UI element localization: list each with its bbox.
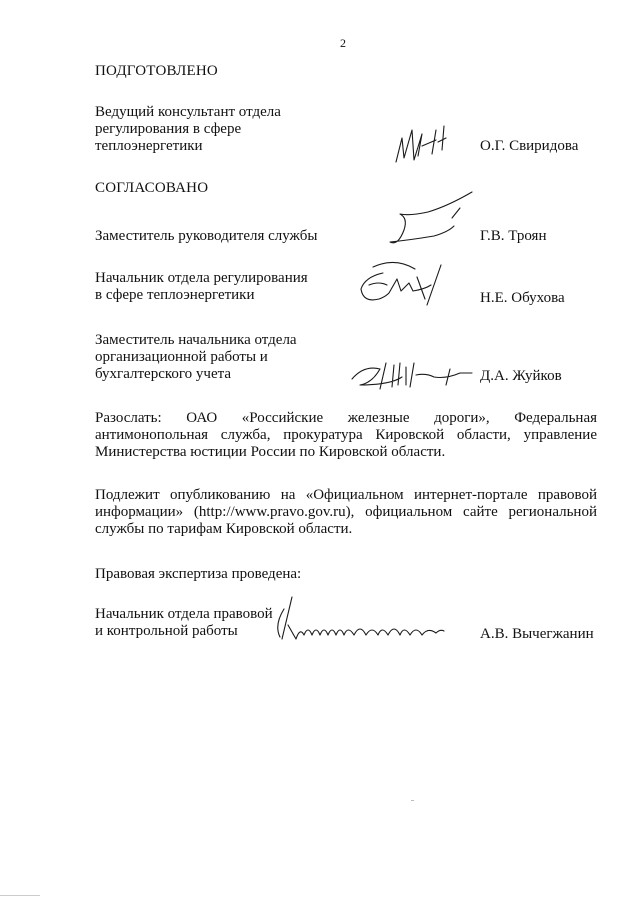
signer-name: Н.Е. Обухова [480,290,565,306]
legal-review-name: А.В. Вычегжанин [480,626,594,642]
agreed-heading: СОГЛАСОВАНО [95,180,209,196]
distribution-paragraph [95,410,597,461]
paragraph-line: Подлежит опубликованию на «Официальном интернет-портале правовой [95,487,597,503]
signer-position [95,332,345,383]
paragraph-line: Министерства юстиции России по Кировской области. [95,444,446,460]
paragraph-line: службы по тарифам Кировской области. [95,521,353,537]
paragraph-line: антимонопольная служба, прокуратура Кировской области, управление [95,427,597,443]
signature-zhuikov [350,355,475,395]
position-line: Заместитель руководителя службы [95,228,318,244]
signature-vychegzhanin [262,595,447,655]
position-line: регулирования в сфере [95,121,242,137]
signer-name: Д.А. Жуйков [480,368,562,384]
paragraph-line: Разослать: ОАО «Российские железные дороги», Федеральная [95,410,597,426]
scan-speck [411,800,414,801]
position-line: и контрольной работы [95,623,238,639]
prepared-heading: ПОДГОТОВЛЕНО [95,63,218,79]
signature-troyan [370,190,480,260]
position-line: Начальник отдела правовой [95,606,273,622]
position-line: Ведущий консультант отдела [95,104,281,120]
prepared-position [95,104,345,155]
position-line: Начальник отдела регулирования [95,270,308,286]
legal-review-statement: Правовая экспертиза проведена: [95,566,302,582]
publication-paragraph [95,487,597,538]
paragraph-line: информации» (http://www.pravo.gov.ru), официальном сайте региональной [95,504,597,520]
page-number: 2 [340,36,346,50]
signature-obukhova [355,255,465,315]
signature-sviridova [392,120,462,170]
signer-name: Г.В. Троян [480,228,547,244]
position-line: теплоэнергетики [95,138,203,154]
position-line: в сфере теплоэнергетики [95,287,255,303]
prepared-name: О.Г. Свиридова [480,138,579,154]
position-line: бухгалтерского учета [95,366,232,382]
signer-position [95,228,345,245]
position-line: организационной работы и [95,349,268,365]
position-line: Заместитель начальника отдела [95,332,297,348]
signer-position [95,270,345,304]
scan-edge-mark [0,895,40,896]
